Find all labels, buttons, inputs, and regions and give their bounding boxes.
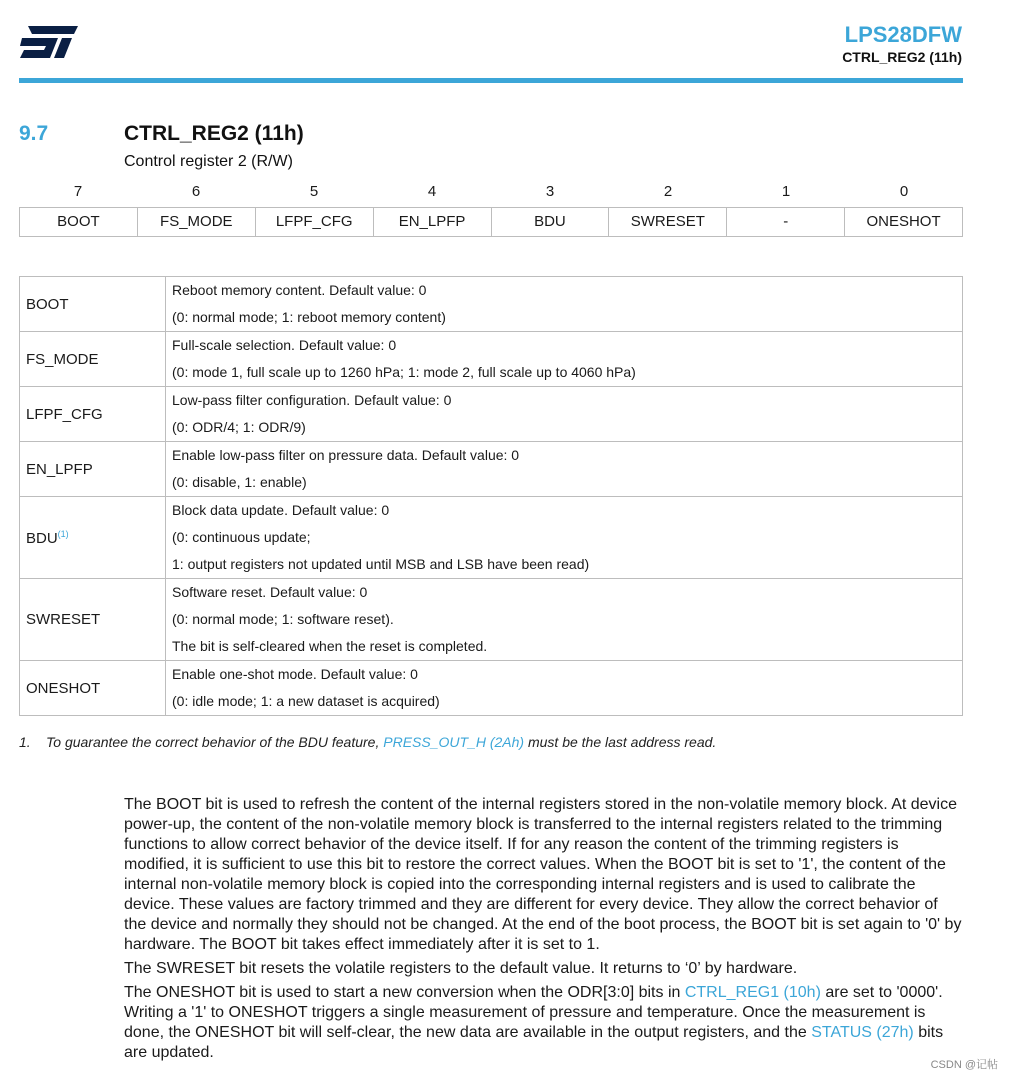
table-row	[20, 579, 963, 661]
footnote-text-part: must be the last address read.	[524, 734, 717, 750]
bit-field: BOOT	[57, 213, 100, 230]
table-row	[20, 387, 963, 442]
bit-field-row	[19, 207, 963, 237]
field-name: SWRESET	[20, 579, 166, 661]
footnote-text	[46, 733, 739, 751]
status-link[interactable]: STATUS (27h)	[811, 1024, 914, 1041]
bit-field: EN_LPFP	[373, 208, 491, 236]
description-line: The bit is self-cleared when the reset is completed.	[172, 638, 488, 654]
bit-number: 3	[545, 183, 555, 200]
description-line: 1: output registers not updated until MSB and LSB have been read)	[172, 556, 590, 572]
description-line: (0: continuous update;	[172, 529, 311, 545]
header-rule	[19, 78, 963, 83]
paragraph-text: The ONESHOT bit is used to start a new conversion when the ODR[3:0] bits in	[124, 984, 685, 1001]
field-name: FS_MODE	[20, 332, 166, 387]
field-description	[166, 497, 963, 579]
bit-field: BDU	[491, 208, 609, 236]
description-line: (0: disable, 1: enable)	[172, 474, 307, 490]
description-line: Low-pass filter configuration. Default value: 0	[172, 392, 452, 408]
press-out-h-link[interactable]: PRESS_OUT_H (2Ah)	[383, 734, 525, 750]
description-line: Block data update. Default value: 0	[172, 502, 390, 518]
document-header	[842, 22, 962, 66]
description-line: (0: normal mode; 1: software reset).	[172, 611, 394, 627]
field-description	[166, 661, 963, 716]
bit-number: 5	[309, 183, 319, 200]
bit-field: SWRESET	[608, 208, 726, 236]
description-line: Enable low-pass filter on pressure data. Default value: 0	[172, 447, 520, 463]
field-description	[166, 277, 963, 332]
bit-number: 4	[427, 183, 437, 200]
body-text	[124, 795, 964, 1067]
description-line: (0: ODR/4; 1: ODR/9)	[172, 419, 306, 435]
bit-number: 6	[191, 183, 201, 200]
field-name: BOOT	[20, 277, 166, 332]
field-description-table	[19, 276, 963, 716]
bit-number-row	[19, 183, 963, 200]
paragraph-text: are set to '0000'. Writing a '1' to ONESHOT triggers a single measurement of pressure and temperature. Once the measurement is done, the ONESHOT bit will self-clear, the new data are available in the output registers, and the	[124, 984, 943, 1041]
description-line: (0: normal mode; 1: reboot memory content)	[172, 309, 446, 325]
footnote-text-part: To guarantee the correct behavior of the BDU feature,	[46, 734, 384, 750]
part-number: LPS28DFW	[844, 22, 962, 47]
ctrl-reg1-link[interactable]: CTRL_REG1 (10h)	[684, 984, 821, 1001]
bit-number: 1	[781, 183, 791, 200]
field-name: LFPF_CFG	[20, 387, 166, 442]
description-line: Software reset. Default value: 0	[172, 584, 368, 600]
footnote-ref[interactable]: (1)	[57, 528, 69, 539]
bit-number: 7	[73, 183, 83, 200]
description-line: (0: idle mode; 1: a new dataset is acquired)	[172, 693, 440, 709]
bit-number: 2	[663, 183, 673, 200]
bit-field: FS_MODE	[137, 208, 255, 236]
swreset-paragraph: The SWRESET bit resets the volatile registers to the default value. It returns to ‘0’ by hardware.	[124, 960, 798, 977]
field-name	[20, 497, 166, 579]
bit-field: -	[726, 208, 844, 236]
description-line: Full-scale selection. Default value: 0	[172, 337, 397, 353]
bit-field: ONESHOT	[844, 208, 962, 236]
field-name-text: BDU	[26, 529, 58, 547]
footnote-number: 1.	[19, 734, 31, 750]
paragraph-text: bits are updated.	[124, 1024, 944, 1061]
section-number: 9.7	[19, 122, 49, 145]
table-footnote	[19, 733, 739, 751]
section-title: CTRL_REG2 (11h)	[124, 122, 304, 145]
bit-field: LFPF_CFG	[255, 208, 373, 236]
st-logo	[18, 24, 80, 60]
section-subtitle: Control register 2 (R/W)	[124, 153, 293, 170]
table-row	[20, 442, 963, 497]
field-description	[166, 387, 963, 442]
table-row	[20, 277, 963, 332]
bit-number: 0	[899, 183, 909, 200]
description-line: Reboot memory content. Default value: 0	[172, 282, 427, 298]
watermark: CSDN @记帖	[930, 1059, 998, 1071]
table-row	[20, 661, 963, 716]
oneshot-paragraph	[124, 983, 964, 1063]
description-line: Enable one-shot mode. Default value: 0	[172, 666, 418, 682]
field-description	[166, 332, 963, 387]
table-row	[20, 332, 963, 387]
table-row	[20, 497, 963, 579]
field-name: EN_LPFP	[20, 442, 166, 497]
field-description	[166, 579, 963, 661]
field-name: ONESHOT	[20, 661, 166, 716]
boot-paragraph: The BOOT bit is used to refresh the content of the internal registers stored in the non-volatile memory block. At device power-up, the content of the non-volatile memory block is transferred to the internal registers related to the trimming functions to allow correct behavior of the device itself. If for any reason the content of the trimming registers is modified, it is sufficient to use this bit to restore the correct values. When the BOOT bit is set to '1', the content of the internal non-volatile memory block is copied into the corresponding internal registers and is used to calibrate the device. These values are factory trimmed and they are different for every device. They allow the correct behavior of the device and normally they should not be changed. At the end of the boot process, the BOOT bit is set again to '0' by hardware. The BOOT bit takes effect immediately after it is set to 1.	[124, 796, 962, 953]
field-description	[166, 442, 963, 497]
description-line: (0: mode 1, full scale up to 1260 hPa; 1: mode 2, full scale up to 4060 hPa)	[172, 364, 636, 380]
register-ref: CTRL_REG2 (11h)	[842, 49, 962, 65]
